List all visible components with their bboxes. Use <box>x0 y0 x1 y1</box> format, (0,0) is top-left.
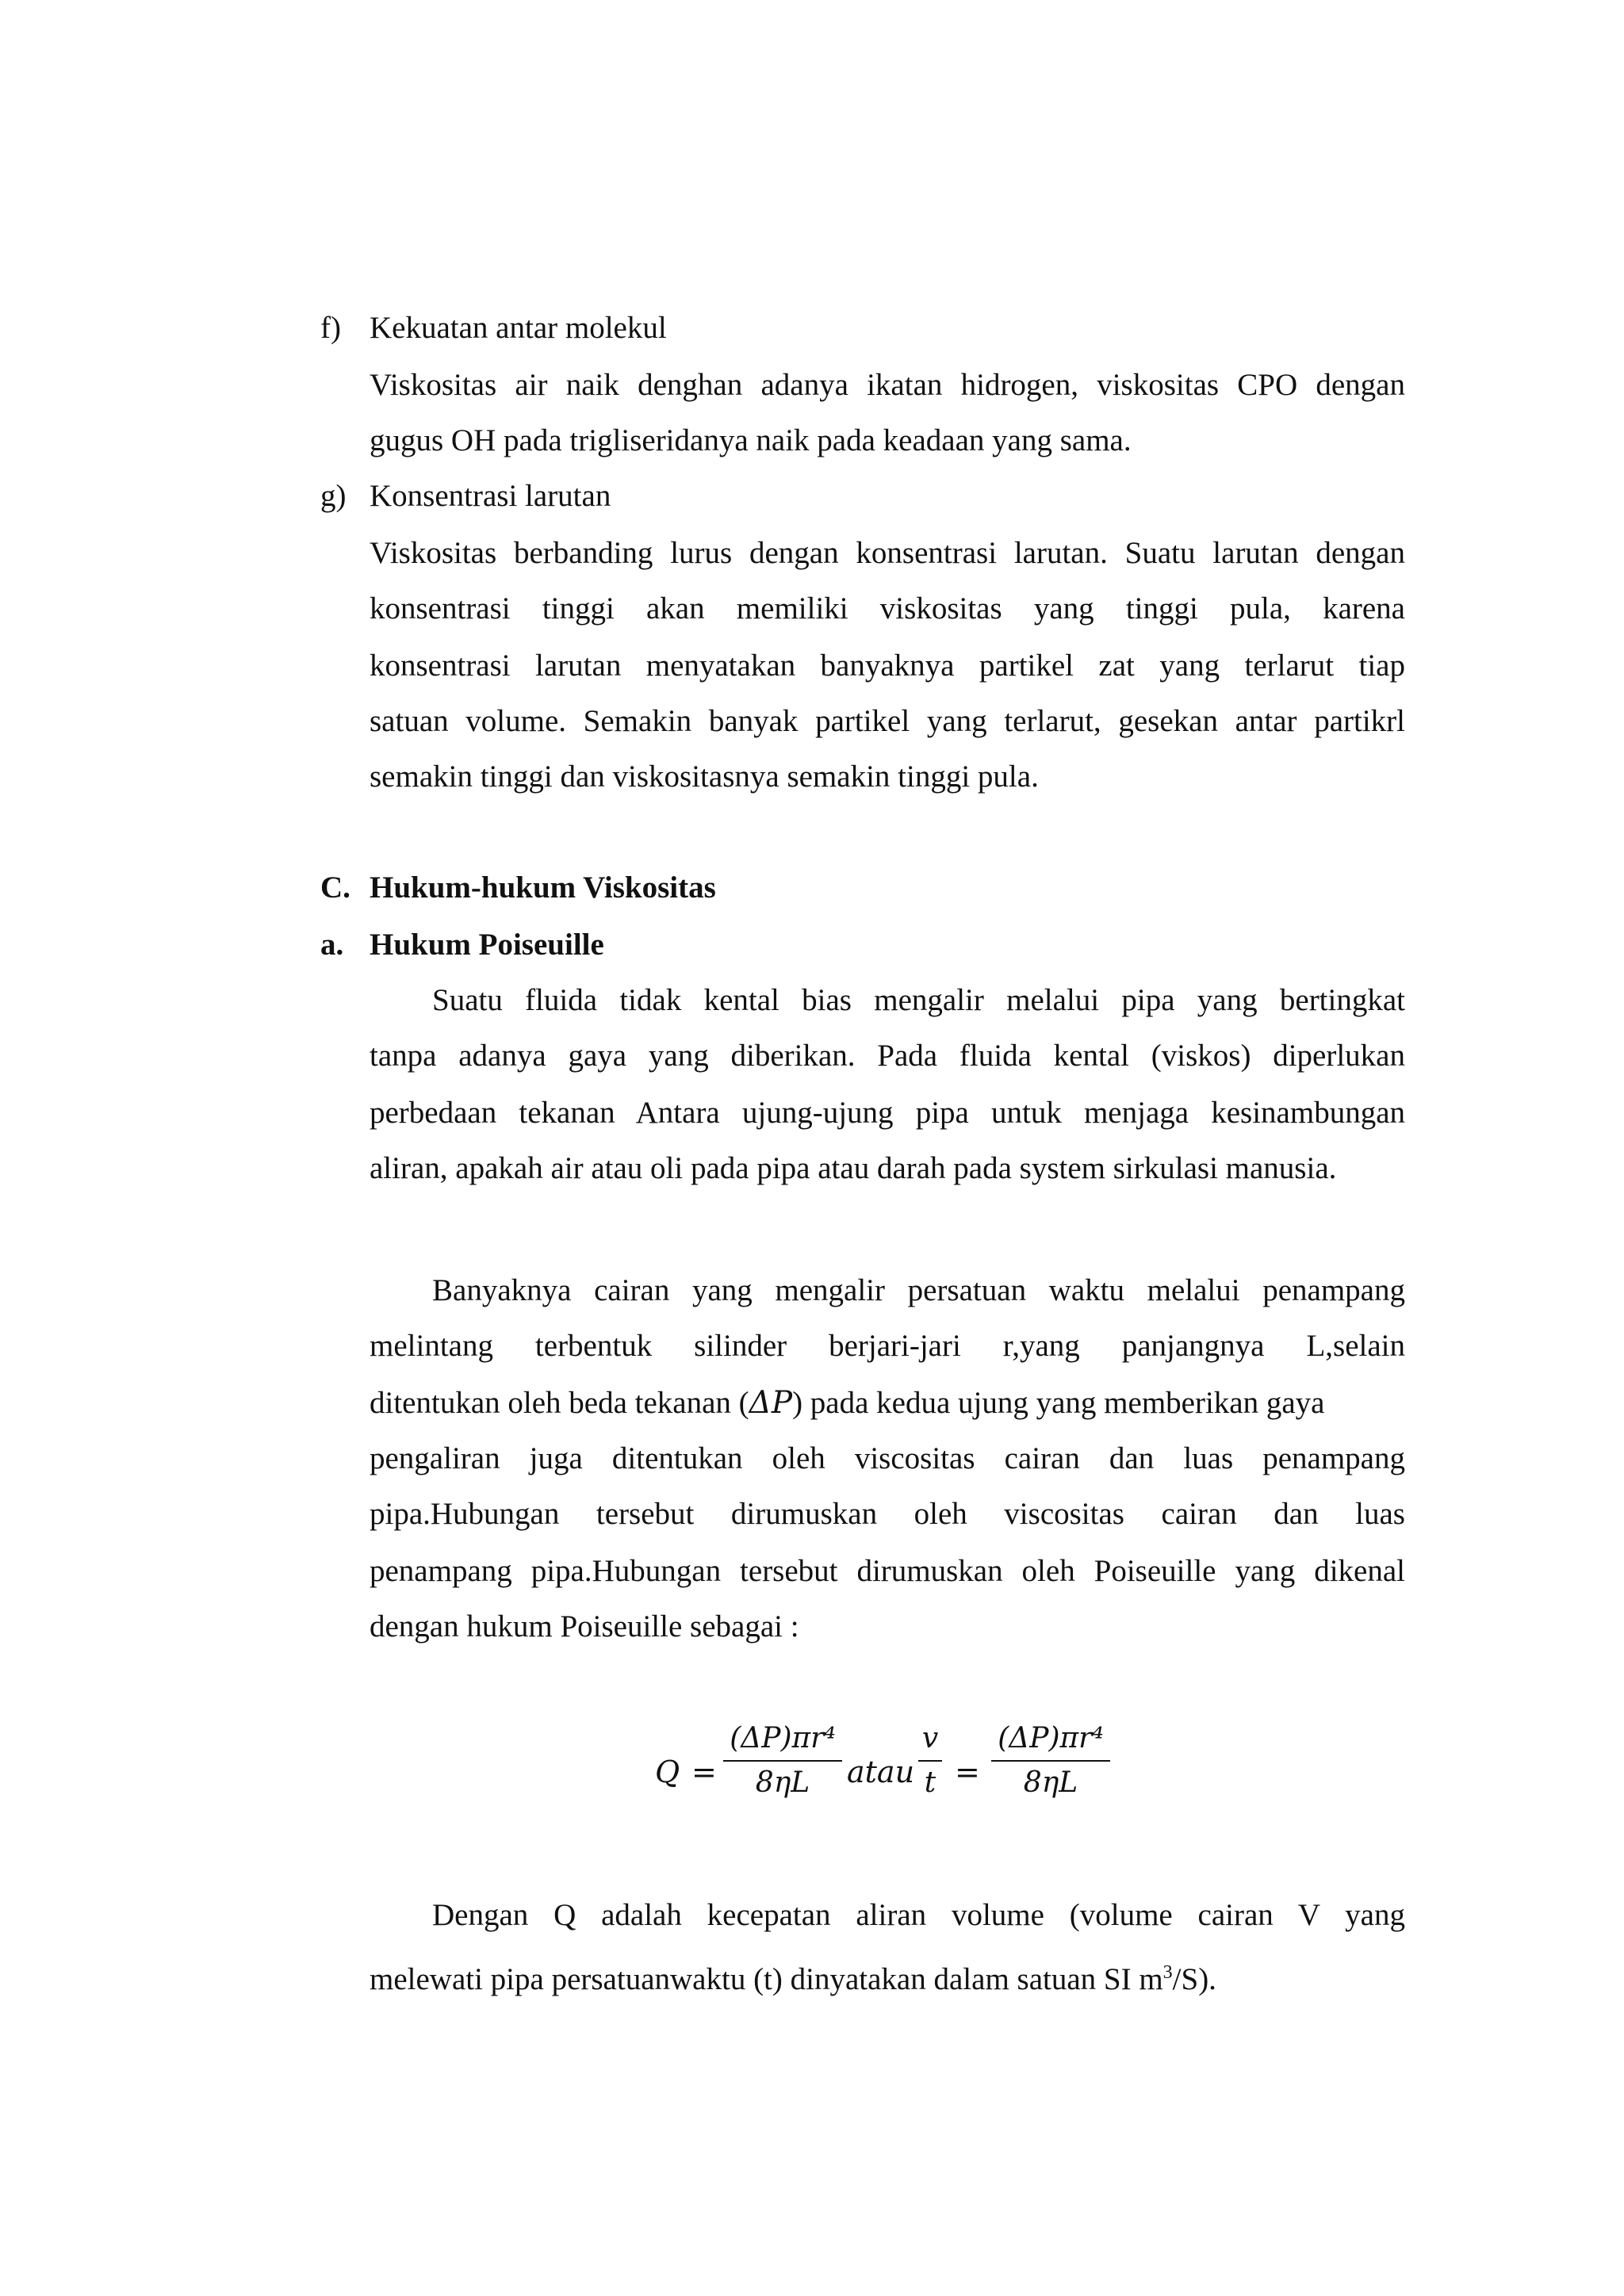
fraction-numerator: v <box>921 1722 939 1755</box>
fraction-denominator: t <box>924 1766 936 1799</box>
text-line-with-superscript <box>370 1952 1216 2000</box>
subsection-heading: Hukum Poiseuille <box>370 928 604 962</box>
text-line: satuan volume. Semakin banyak partikel yang terlarut, gesekan antar partikrl <box>370 704 1405 738</box>
math-delta-p: ΔP <box>749 1385 793 1421</box>
text-fragment: ) pada kedua ujung yang memberikan gaya <box>792 1386 1325 1420</box>
formula-q: Q <box>655 1755 680 1789</box>
text-line: aliran, apakah air atau oli pada pipa atau darah pada system sirkulasi manusia. <box>370 1151 1337 1185</box>
superscript: 3 <box>1162 1962 1173 1983</box>
formula-fraction-1 <box>723 1720 842 1801</box>
text-fragment: ditentukan oleh beda tekanan ( <box>370 1386 749 1420</box>
text-line: konsentrasi larutan menyatakan banyaknya partikel zat yang terlarut tiap <box>370 649 1405 683</box>
item-title-f: Kekuatan antar molekul <box>370 311 667 345</box>
text-line: perbedaan tekanan Antara ujung-ujung pipa untuk menjaga kesinambungan <box>370 1096 1405 1130</box>
text-fragment: melewati pipa persatuanwaktu (t) dinyatakan dalam satuan SI m <box>370 1962 1163 1996</box>
fraction-denominator: 8ηL <box>1023 1766 1078 1799</box>
text-line: semakin tinggi dan viskositasnya semakin tinggi pula. <box>370 760 1039 794</box>
text-line: pipa.Hubungan tersebut dirumuskan oleh viscositas cairan dan luas <box>370 1497 1405 1531</box>
text-fragment: /S). <box>1172 1962 1216 1996</box>
text-line: gugus OH pada trigliseridanya naik pada keadaan yang sama. <box>370 423 1132 457</box>
text-line: penampang pipa.Hubungan tersebut dirumuskan oleh Poiseuille yang dikenal <box>370 1554 1405 1588</box>
fraction-bar <box>991 1760 1110 1762</box>
text-line: Suatu fluida tidak kental bias mengalir melalui pipa yang bertingkat <box>432 983 1405 1017</box>
list-marker-g: g) <box>320 479 347 513</box>
fraction-bar <box>723 1760 842 1762</box>
section-heading: Hukum-hukum Viskositas <box>370 871 716 905</box>
fraction-numerator: (ΔP)πr⁴ <box>998 1722 1104 1755</box>
text-line: dengan hukum Poiseuille sebagai : <box>370 1609 799 1644</box>
text-line: Banyaknya cairan yang mengalir persatuan waktu melalui penampang <box>432 1273 1405 1307</box>
heading-marker-a: a. <box>320 928 344 962</box>
formula-fraction-3 <box>991 1720 1110 1801</box>
formula-atau: atau <box>847 1755 915 1789</box>
poiseuille-formula <box>650 1720 1126 1823</box>
fraction-numerator: (ΔP)πr⁴ <box>730 1722 836 1755</box>
formula-equals: = <box>691 1755 717 1789</box>
fraction-denominator: 8ηL <box>755 1766 810 1799</box>
text-line: pengaliran juga ditentukan oleh viscositas cairan dan luas penampang <box>370 1441 1405 1475</box>
text-line: melintang terbentuk silinder berjari-jari r,yang panjangnya L,selain <box>370 1329 1405 1363</box>
text-line: Dengan Q adalah kecepatan aliran volume (volume cairan V yang <box>432 1898 1405 1932</box>
formula-fraction-2 <box>918 1720 942 1801</box>
fraction-bar <box>918 1760 942 1762</box>
text-line: konsentrasi tinggi akan memiliki viskositas yang tinggi pula, karena <box>370 591 1405 626</box>
item-title-g: Konsentrasi larutan <box>370 479 611 513</box>
text-line: tanpa adanya gaya yang diberikan. Pada fluida kental (viskos) diperlukan <box>370 1039 1405 1073</box>
text-line-with-math <box>370 1383 1405 1424</box>
formula-equals: = <box>955 1755 980 1789</box>
heading-marker-c: C. <box>320 871 350 905</box>
text-line: Viskositas air naik denghan adanya ikatan hidrogen, viskositas CPO dengan <box>370 368 1405 402</box>
list-marker-f: f) <box>320 311 341 345</box>
text-line: Viskositas berbanding lurus dengan konsentrasi larutan. Suatu larutan dengan <box>370 536 1405 570</box>
